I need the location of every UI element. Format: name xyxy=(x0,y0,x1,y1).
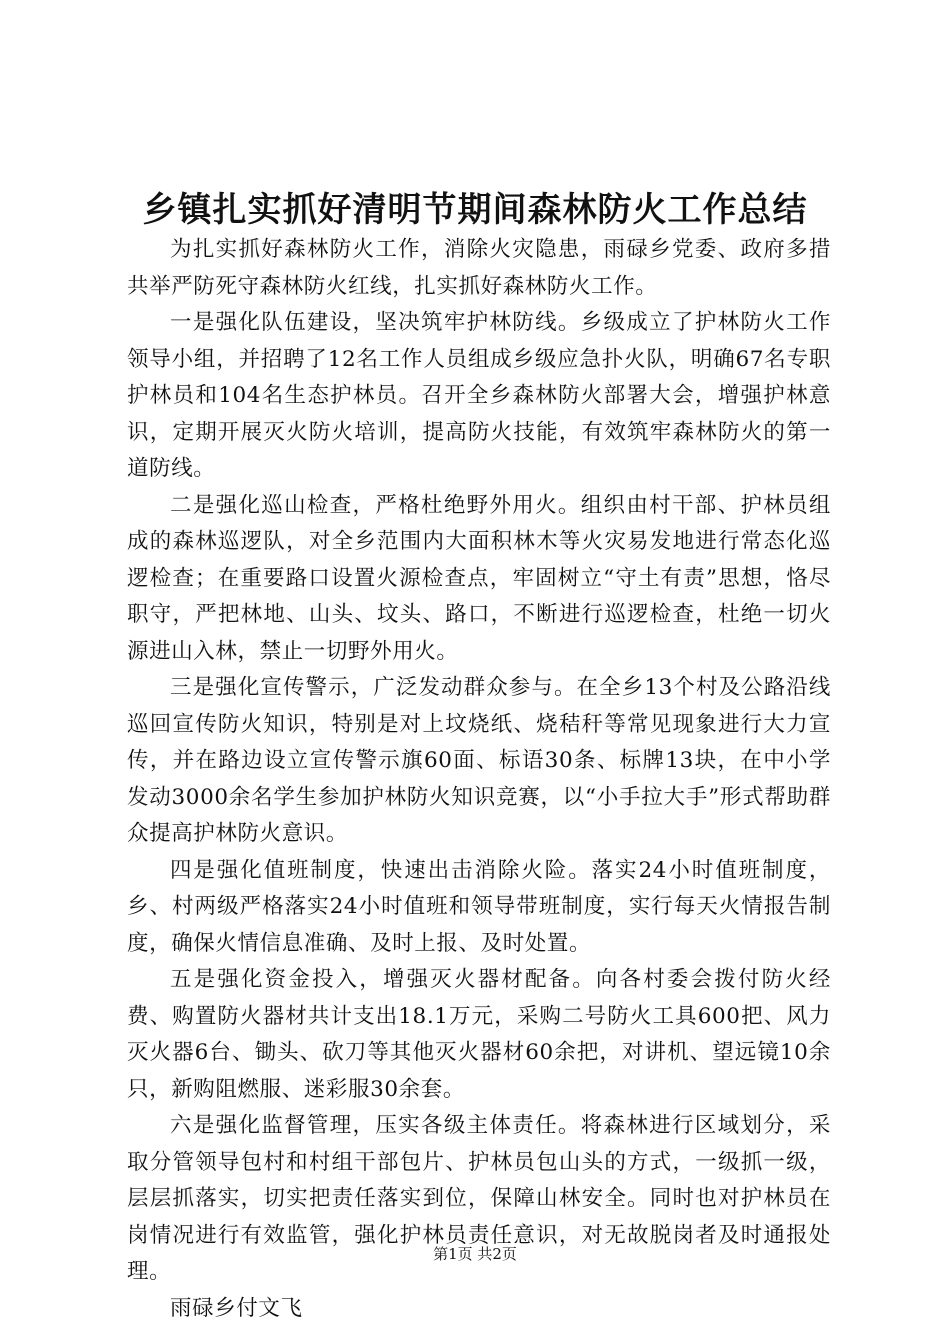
author-signature: 雨碌乡付文飞 xyxy=(170,1295,303,1321)
paragraph-supervision: 六是强化监督管理，压实各级主体责任。将森林进行区域划分，采取分管领导包村和村组干部包片、护林员包山头的方式，一级抓一级，层层抓落实，切实把责任落实到位，保障山林安全。同时也对护林员在岗情况进行有效监管，强化护林员责任意识，对无故脱岗者及时通报处理。 xyxy=(127,1113,831,1284)
document-title: 乡镇扎实抓好清明节期间森林防火工作总结 xyxy=(142,190,808,230)
paragraph-funding: 五是强化资金投入，增强灭火器材配备。向各村委会拨付防火经费、购置防火器材共计支出18.1万元，采购二号防火工具600把、风力灭火器6台、锄头、砍刀等其他灭火器材60余把，对讲机、望远镜10余只，新购阻燃服、迷彩服30余套。 xyxy=(127,967,831,1102)
document-body xyxy=(127,232,831,1327)
paragraph-team-building: 一是强化队伍建设，坚决筑牢护林防线。乡级成立了护林防火工作领导小组，并招聘了12名工作人员组成乡级应急扑火队，明确67名专职护林员和104名生态护林员。召开全乡森林防火部署大会，增强护林意识，定期开展灭火防火培训，提高防火技能，有效筑牢森林防火的第一道防线。 xyxy=(127,310,831,481)
paragraph-publicity: 三是强化宣传警示，广泛发动群众参与。在全乡13个村及公路沿线巡回宣传防火知识，特别是对上坟烧纸、烧秸秆等常见现象进行大力宣传，并在路边设立宣传警示旗60面、标语30条、标牌13块，在中小学发动3000余名学生参加护林防火知识竞赛，以“小手拉大手”形式帮助群众提高护林防火意识。 xyxy=(127,675,831,846)
intro-paragraph: 为扎实抓好森林防火工作，消除火灾隐患，雨碌乡党委、政府多措共举严防死守森林防火红线，扎实抓好森林防火工作。 xyxy=(127,237,831,299)
paragraph-duty-system: 四是强化值班制度，快速出击消除火险。落实24小时值班制度，乡、村两级严格落实24小时值班和领导带班制度，实行每天火情报告制度，确保火情信息准确、及时上报、及时处置。 xyxy=(127,857,831,956)
paragraph-patrol-inspection: 二是强化巡山检查，严格杜绝野外用火。组织由村干部、护林员组成的森林巡逻队，对全乡范围内大面积林木等火灾易发地进行常态化巡逻检查；在重要路口设置火源检查点，牢固树立“守土有责”思想，恪尽职守，严把林地、山头、坟头、路口，不断进行巡逻检查，杜绝一切火源进山入林，禁止一切野外用火。 xyxy=(127,492,831,664)
page-number-footer: 第1页 共2页 xyxy=(433,1245,517,1263)
